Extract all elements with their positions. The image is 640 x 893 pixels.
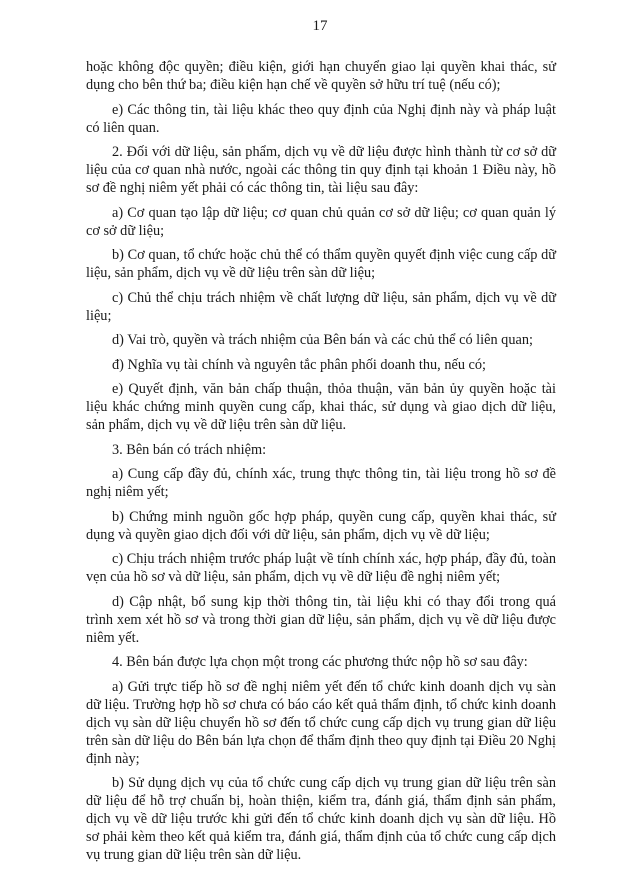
paragraph: d) Vai trò, quyền và trách nhiệm của Bên bán và các chủ thể có liên quan; — [112, 332, 533, 348]
paragraph: b) Cơ quan, tổ chức hoặc chủ thể có thẩm quyền quyết định việc cung cấp dữ liệu, sản phẩm, dịch vụ về dữ liệu trên sàn dữ liệu; — [86, 247, 556, 281]
paragraph: a) Cung cấp đầy đủ, chính xác, trung thực thông tin, tài liệu trong hồ sơ đề nghị niêm yết; — [86, 466, 556, 500]
paragraph: 4. Bên bán được lựa chọn một trong các phương thức nộp hồ sơ sau đây: — [112, 654, 528, 670]
page-number: 17 — [312, 18, 328, 34]
paragraph: c) Chịu trách nhiệm trước pháp luật về tính chính xác, hợp pháp, đầy đủ, toàn vẹn của hồ sơ và dữ liệu, sản phẩm, dịch vụ về dữ liệu đề nghị niêm yết; — [86, 551, 556, 585]
paragraph: b) Sử dụng dịch vụ của tổ chức cung cấp dịch vụ trung gian dữ liệu trên sàn dữ liệu để hỗ trợ chuẩn bị, hoàn thiện, kiểm tra, đánh giá, thẩm định sản phẩm, dịch vụ về dữ liệu trước khi gửi đến tổ chức kinh doanh dịch vụ sàn dữ liệu. Hồ sơ phải kèm theo kết quả kiểm tra, đánh giá, thẩm định của tổ chức cung cấp dịch vụ trung gian dữ liệu trên sàn dữ liệu. — [86, 775, 556, 863]
paragraph: a) Gửi trực tiếp hồ sơ đề nghị niêm yết đến tổ chức kinh doanh dịch vụ sàn dữ liệu. Trường hợp hồ sơ chưa có báo cáo kết quả thẩm định, tổ chức kinh doanh dịch vụ sàn dữ liệu chuyển hồ sơ đến tổ chức cung cấp dịch vụ trung gian dữ liệu trên sàn dữ liệu do Bên bán lựa chọn để thẩm định theo quy định tại Điều 20 Nghị định này; — [86, 678, 556, 767]
paragraph: b) Chứng minh nguồn gốc hợp pháp, quyền cung cấp, quyền khai thác, sử dụng và quyền giao dịch đối với dữ liệu, sản phẩm, dịch vụ về dữ liệu; — [86, 508, 556, 543]
paragraph: c) Chủ thể chịu trách nhiệm về chất lượng dữ liệu, sản phẩm, dịch vụ về dữ liệu; — [86, 289, 556, 324]
paragraph: đ) Nghĩa vụ tài chính và nguyên tắc phân phối doanh thu, nếu có; — [112, 356, 487, 373]
paragraph: hoặc không độc quyền; điều kiện, giới hạn chuyển giao lại quyền khai thác, sử dụng cho bên thứ ba; điều kiện hạn chế về quyền sở hữu trí tuệ (nếu có); — [86, 59, 556, 93]
paragraph: 3. Bên bán có trách nhiệm: — [112, 441, 267, 458]
paragraph: a) Cơ quan tạo lập dữ liệu; cơ quan chủ quản cơ sở dữ liệu; cơ quan quản lý cơ sở dữ liệu; — [86, 204, 556, 239]
paragraph: e) Quyết định, văn bản chấp thuận, thỏa thuận, văn bản ủy quyền hoặc tài liệu khác chứng minh quyền cung cấp, khai thác, sử dụng và giao dịch dữ liệu, sản phẩm, dịch vụ về dữ liệu trên sàn dữ liệu. — [86, 381, 556, 433]
paragraph: e) Các thông tin, tài liệu khác theo quy định của Nghị định này và pháp luật có liên quan. — [86, 101, 556, 136]
paragraph: 2. Đối với dữ liệu, sản phẩm, dịch vụ về dữ liệu được hình thành từ cơ sở dữ liệu của cơ quan nhà nước, ngoài các thông tin quy định tại khoản 1 Điều này, hồ sơ đề nghị niêm yết phải có các thông tin, tài liệu sau đây: — [86, 144, 556, 196]
paragraph: d) Cập nhật, bổ sung kịp thời thông tin, tài liệu khi có thay đổi trong quá trình xem xét hồ sơ và trong thời gian dữ liệu, sản phẩm, dịch vụ về dữ liệu được niêm yết. — [86, 593, 556, 646]
document-body — [86, 58, 556, 871]
